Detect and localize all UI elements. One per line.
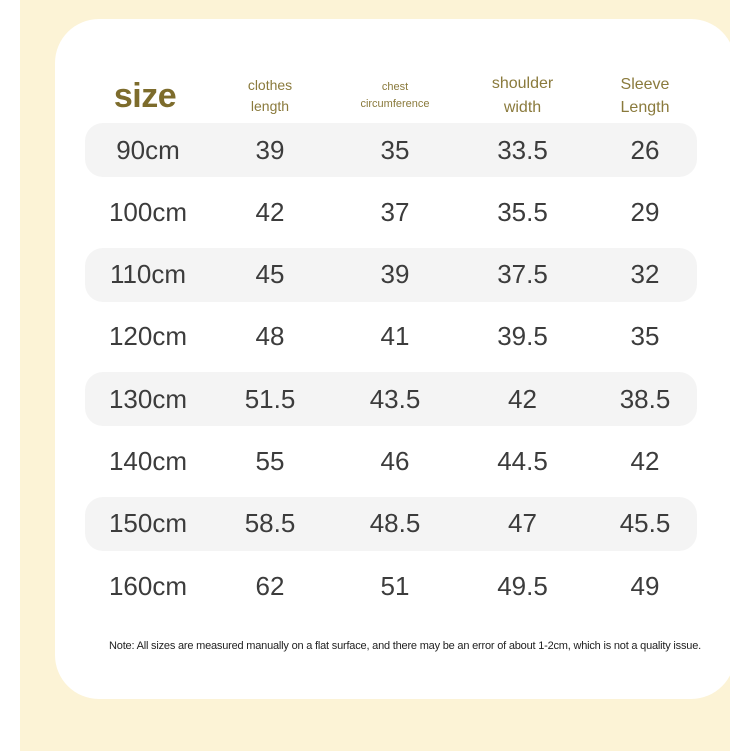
size-table-body <box>85 123 697 621</box>
table-row <box>85 497 697 551</box>
table-row <box>85 123 697 177</box>
clothes-length-cell: 48 <box>255 321 285 352</box>
table-row <box>85 559 697 613</box>
table-row <box>85 434 697 488</box>
chest-cell: 39 <box>380 259 410 290</box>
sleeve-cell: 45.5 <box>619 508 671 539</box>
chest-cell: 37 <box>380 196 410 227</box>
size-cell: 130cm <box>108 383 188 414</box>
chest-cell: 48.5 <box>369 508 421 539</box>
shoulder-cell: 37.5 <box>497 259 548 290</box>
shoulder-cell: 44.5 <box>497 445 548 476</box>
size-cell: 160cm <box>108 570 188 601</box>
shoulder-cell: 39.5 <box>497 321 548 352</box>
shoulder-cell: 42 <box>508 383 537 414</box>
sleeve-cell: 42 <box>630 445 660 476</box>
table-row <box>85 310 697 364</box>
clothes-length-cell: 45 <box>255 259 285 290</box>
size-cell: 90cm <box>116 134 180 165</box>
chest-cell: 51 <box>380 570 410 601</box>
header-chest-circumference: chest circumference <box>360 81 430 110</box>
shoulder-cell: 33.5 <box>497 134 548 165</box>
chest-cell: 46 <box>380 445 410 476</box>
chest-cell: 43.5 <box>369 383 421 414</box>
clothes-length-cell: 58.5 <box>244 508 296 539</box>
header-clothes-length: clothes length <box>247 77 293 114</box>
size-cell: 140cm <box>108 445 188 476</box>
table-row <box>85 185 697 239</box>
header-sleeve-length: Sleeve Length <box>620 76 670 116</box>
clothes-length-cell: 39 <box>255 134 285 165</box>
chest-cell: 35 <box>380 134 410 165</box>
header-shoulder-width: shoulder width <box>491 75 554 116</box>
sleeve-cell: 38.5 <box>619 383 671 414</box>
sleeve-cell: 26 <box>630 134 660 165</box>
sleeve-cell: 29 <box>630 196 660 227</box>
page-background <box>20 0 730 751</box>
size-cell: 100cm <box>108 196 188 227</box>
size-table-header <box>55 67 735 125</box>
clothes-length-cell: 55 <box>255 445 285 476</box>
sleeve-cell: 32 <box>630 259 660 290</box>
chest-cell: 41 <box>380 321 410 352</box>
header-size: size <box>113 76 177 115</box>
shoulder-cell: 47 <box>508 508 537 539</box>
table-row <box>85 248 697 302</box>
measurement-note: Note: All sizes are measured manually on a flat surface, and there may be an error of about 1-2cm, which is not a quality issue. <box>109 640 701 652</box>
sleeve-cell: 35 <box>630 321 660 352</box>
size-cell: 120cm <box>108 321 188 352</box>
table-row <box>85 372 697 426</box>
sleeve-cell: 49 <box>630 570 660 601</box>
clothes-length-cell: 62 <box>255 570 285 601</box>
clothes-length-cell: 51.5 <box>244 383 296 414</box>
shoulder-cell: 49.5 <box>497 570 548 601</box>
size-chart-card <box>55 19 735 699</box>
size-cell: 110cm <box>109 259 187 290</box>
shoulder-cell: 35.5 <box>497 196 548 227</box>
clothes-length-cell: 42 <box>255 196 285 227</box>
size-cell: 150cm <box>108 508 188 539</box>
